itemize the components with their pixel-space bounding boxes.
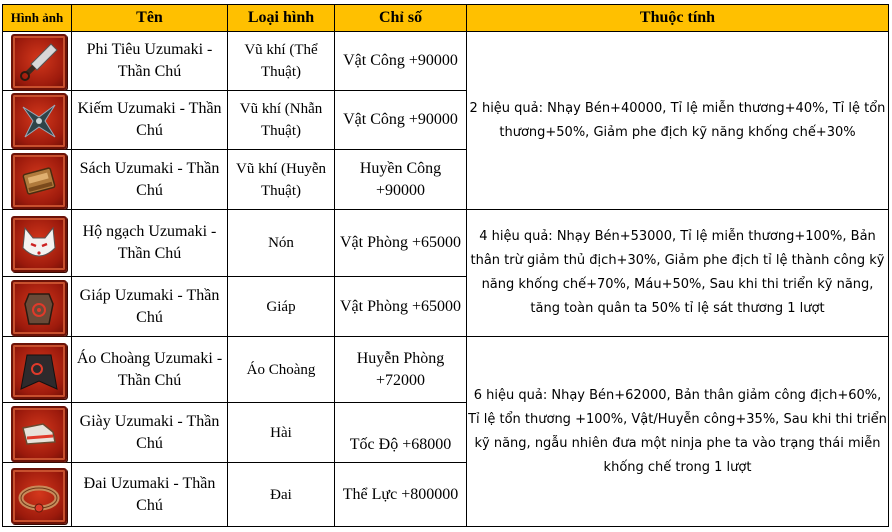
header-stat: Chỉ số: [335, 5, 467, 32]
item-stat: Thể Lực +800000: [335, 463, 467, 527]
item-stat: Tốc Độ +68000: [335, 403, 467, 463]
header-type: Loại hình: [228, 5, 335, 32]
item-stat: Huyễn Phòng +72000: [335, 337, 467, 403]
item-type: Áo Choàng: [228, 337, 335, 403]
set-bonus-2: 2 hiệu quả: Nhạy Bén+40000, Tỉ lệ miễn thương+40%, Tỉ lệ tổn thương+50%, Giảm phe địch kỹ năng khống chế+30%: [467, 32, 889, 210]
item-type: Nón: [228, 210, 335, 277]
header-attributes: Thuộc tính: [467, 5, 889, 32]
set-bonus-6: 6 hiệu quả: Nhạy Bén+62000, Bản thân giảm công địch+60%, Tỉ lệ tổn thương +100%, Vật/Huyễn công+35%, Sau khi thi triển kỹ năng, ngẫu nhiên đưa một ninja phe ta vào trạng thái miễn khống chế trong 1 lượt: [467, 337, 889, 527]
item-name: Đai Uzumaki - Thần Chú: [72, 463, 228, 527]
image-cell: [3, 337, 72, 403]
image-cell: [3, 210, 72, 277]
item-name: Phi Tiêu Uzumaki - Thần Chú: [72, 32, 228, 91]
shuriken-icon: [11, 93, 67, 149]
belt-icon: [11, 468, 67, 524]
image-cell: [3, 463, 72, 527]
item-name: Giày Uzumaki - Thần Chú: [72, 403, 228, 463]
item-stat: Vật Công +90000: [335, 91, 467, 150]
cloak-icon: [11, 343, 67, 399]
item-stat: Vật Phòng +65000: [335, 210, 467, 277]
scroll-book-icon: [11, 153, 67, 209]
set-bonus-4: 4 hiệu quả: Nhạy Bén+53000, Tỉ lệ miễn thương+100%, Bản thân trừ giảm thủ địch+30%, Giảm phe địch tỉ lệ thành công kỹ năng khống chế+70%, Máu+50%, Sau khi thi triển kỹ năng, tăng toàn quân ta 50% tỉ lệ sát thương 1 lượt: [467, 210, 889, 337]
item-type: Vũ khí (Huyễn Thuật): [228, 150, 335, 210]
item-type: Hài: [228, 403, 335, 463]
item-type: Vũ khí (Thể Thuật): [228, 32, 335, 91]
item-stat: Vật Phòng +65000: [335, 277, 467, 337]
table-row: [3, 337, 889, 403]
kunai-icon: [11, 34, 67, 90]
header-row: [3, 5, 889, 32]
header-image: Hình ảnh: [3, 5, 72, 32]
header-name: Tên: [72, 5, 228, 32]
image-cell: [3, 277, 72, 337]
table-row: [3, 32, 889, 91]
item-name: Hộ ngạch Uzumaki - Thần Chú: [72, 210, 228, 277]
item-name: Áo Choàng Uzumaki - Thần Chú: [72, 337, 228, 403]
image-cell: [3, 32, 72, 91]
equipment-table: [2, 4, 889, 527]
image-cell: [3, 150, 72, 210]
item-type: Giáp: [228, 277, 335, 337]
image-cell: [3, 403, 72, 463]
item-name: Kiếm Uzumaki - Thần Chú: [72, 91, 228, 150]
image-cell: [3, 91, 72, 150]
item-name: Sách Uzumaki - Thần Chú: [72, 150, 228, 210]
shoes-icon: [11, 406, 67, 462]
item-type: Vũ khí (Nhẫn Thuật): [228, 91, 335, 150]
armor-icon: [11, 280, 67, 336]
table-row: [3, 210, 889, 277]
item-name: Giáp Uzumaki - Thần Chú: [72, 277, 228, 337]
item-stat: Vật Công +90000: [335, 32, 467, 91]
item-type: Đai: [228, 463, 335, 527]
fox-mask-icon: [11, 216, 67, 272]
item-stat: Huyền Công +90000: [335, 150, 467, 210]
